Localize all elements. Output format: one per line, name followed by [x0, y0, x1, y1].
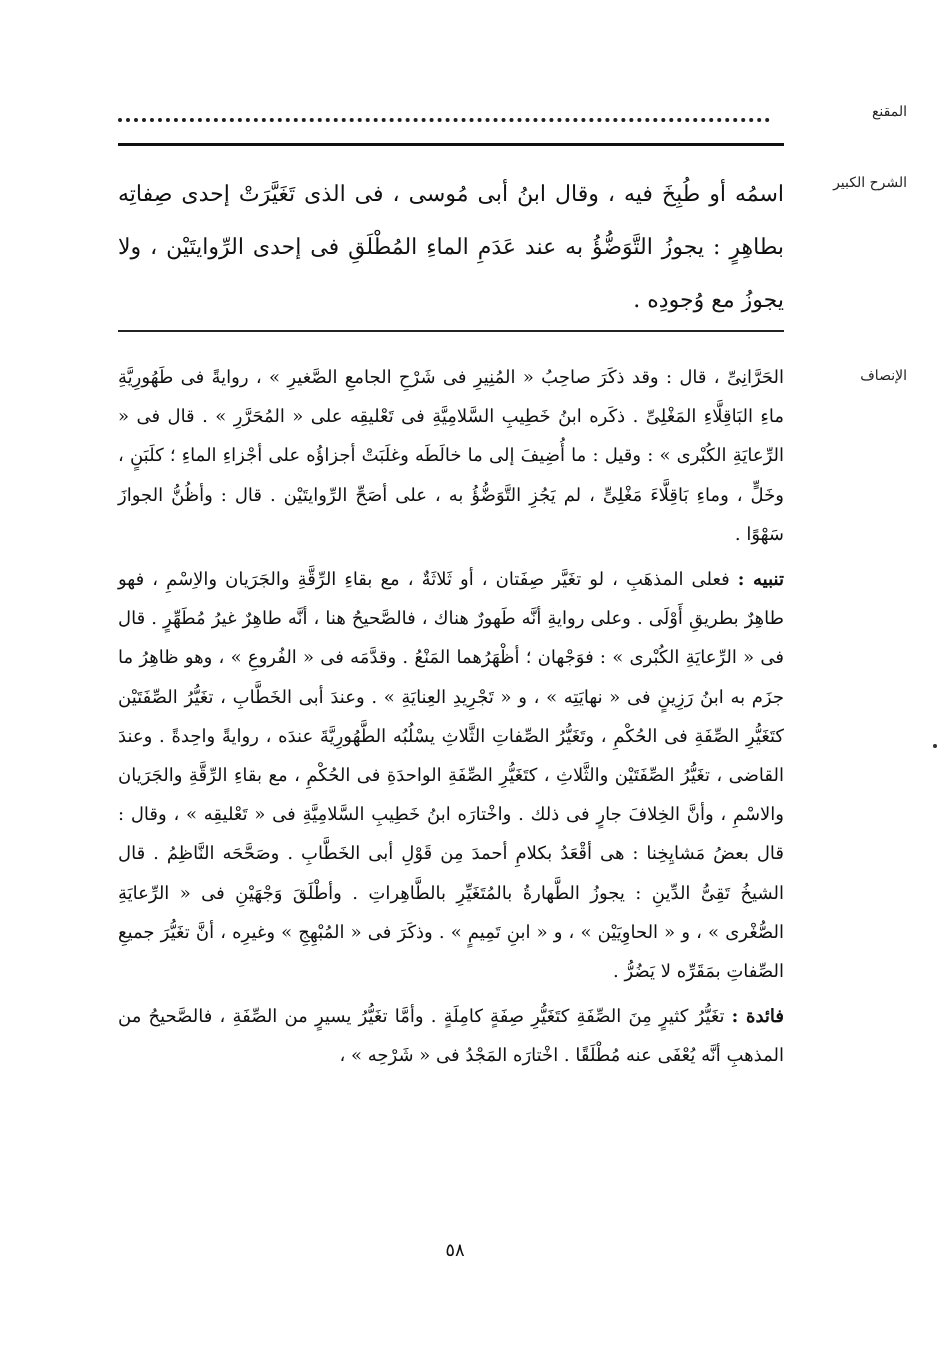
benefit-text: تغَيُّرُ كثيرٍ مِنَ الصِّفَةِ كتَغَيُّرِ صِفَةٍ كامِلَةٍ . وأمَّا تغَيُّرُ يسيرٍ من الصِّفَةِ ، فالصَّحيحُ من المذهبِ أنَّه يُعْفَى عنه مُطْلَقًا . اخْتارَه المَجْدُ فى « شَرْحِه » ،: [118, 1006, 784, 1067]
header-rule: [118, 143, 784, 146]
insaf-text-block: [118, 358, 784, 1076]
insaf-paragraph-2: [118, 560, 784, 991]
section-divider: [118, 330, 784, 332]
insaf-paragraph-3: [118, 997, 784, 1075]
dotted-separator: [118, 118, 770, 122]
insaf-paragraph-1: الحَرَّانِىِّ ، قال : وقد ذكَرَ صاحِبُ « المُنِيرِ فى شَرْحِ الجامعِ الصَّغيرِ » ، روايةً فى طَهُورِيَّةِ ماءِ البَاقِلَّاءِ المَغْلِىِّ . ذكَره ابنُ خَطِيبِ السَّلامِيَّةِ فى تَعْليقِه على « المُحَرَّرِ » . قال فى « الرِّعايَةِ الكُبْرى » : وقيل : ما أُضِيفَ إلى ما خالَطَه وغلَبَتْ أجزاؤُه على أجْزاءِ الماءِ ؛ كلَبَنٍ ، وخَلٍّ ، وماءِ بَاقِلَّاءَ مَغْلِىٍّ ، لم يَجُزِ التَّوَضُّؤُ به ، على أصَحِّ الرِّوايتَيْن . قال : وأظُنُّ الجوازَ سَهْوًا .: [118, 367, 784, 545]
insaf-section-label: الإنصاف: [860, 368, 907, 384]
sharh-text-block: [118, 168, 784, 327]
page-number: ٥٨: [445, 1240, 465, 1261]
note-text: فعلى المذهَبِ ، لو تغَيَّر صِفَتان ، أو ثَلاثَةٌ ، مع بقاءِ الرِّقَّةِ والجَرَيان والاِسْمِ ، فهو طاهِرٌ بطريقِ أَوْلَى . وعلى روايةِ أنَّه طَهورٌ هناك ، فالصَّحيحُ هنا ، أنَّه طاهِرٌ غيرُ مُطَهِّرٍ . قال فى « الرِّعايَةِ الكُبْرى » : فوَجْهان ؛ أظْهَرُهما المَنْعُ . وقدَّمَه فى « الفُروعِ » ، وهو ظاهِرُ ما جزَم به ابنُ رَزِينٍ فى « نهايَتِه » ، و « تَجْرِيدِ العِنايَةِ » . وعندَ أبى الخَطَّابِ ، تغَيُّرُ الصِّفَتَيْن كتَغَيُّرِ الصِّفَةِ فى الحُكْمِ ، وتَغَيُّرُ الصِّفاتِ الثَّلاثِ يسْلُبُه الطَّهُورِيَّةَ عندَه ، روايةً واحِدةً . وعندَ القاضى ، تغَيُّرُ الصِّفَتَيْن والثَّلاثِ ، كتَغَيُّرِ الصِّفَةِ الواحدَةِ فى الحُكْمِ ، مع بقاءِ الرِّقَّةِ والجَرَيان والاسْمِ ، وأنَّ الخِلافَ جارٍ فى ذلك . واخْتارَه ابنُ خَطِيبِ السَّلامِيَّةِ فى « تَعْليقِه » ، وقال : قال بعضُ مَشايِخِنا : هى أقْعَدُ بكلامِ أحمدَ مِن قَوْلِ أبى الخَطَّابِ . وصَحَّحَه النَّاظِمُ . قال الشيخُ تَقِىُّ الدِّينِ : يجوزُ الطَّهارةُ بالمُتَغَيِّرِ بالطَّاهِراتِ . وأطْلَقَ وَجْهَيْنِ فى « الرِّعايَةِ الصُّغْرى » ، و « الحاوِيَيْن » ، و « ابنِ تَمِيمٍ » . وذكَرَ فى « المُبْهِجِ » وغيرِه ، أنَّ تغَيُّرَ جميعِ الصِّفاتِ بمَقَرِّه لا يَضُرُّ .: [118, 569, 785, 983]
sharh-paragraph: اسمُه أو طُبِخَ فيه ، وقال ابنُ أبى مُوسى ، فى الذى تَغَيَّرَتْ إحدى صِفاتِه بطاهِرٍ : يجوزُ التَّوَضُّؤُ به عند عَدَمِ الماءِ المُطْلَقِ فى إحدى الرِّوايتَيْن ، ولا يجوزُ مع وُجودِه .: [118, 182, 784, 313]
note-label: تنبيه :: [737, 569, 784, 591]
sharh-section-label: الشرح الكبير: [833, 175, 907, 191]
benefit-label: فائدة :: [731, 1006, 784, 1028]
margin-mark: [933, 744, 937, 748]
book-title-label: المقنع: [871, 104, 907, 120]
